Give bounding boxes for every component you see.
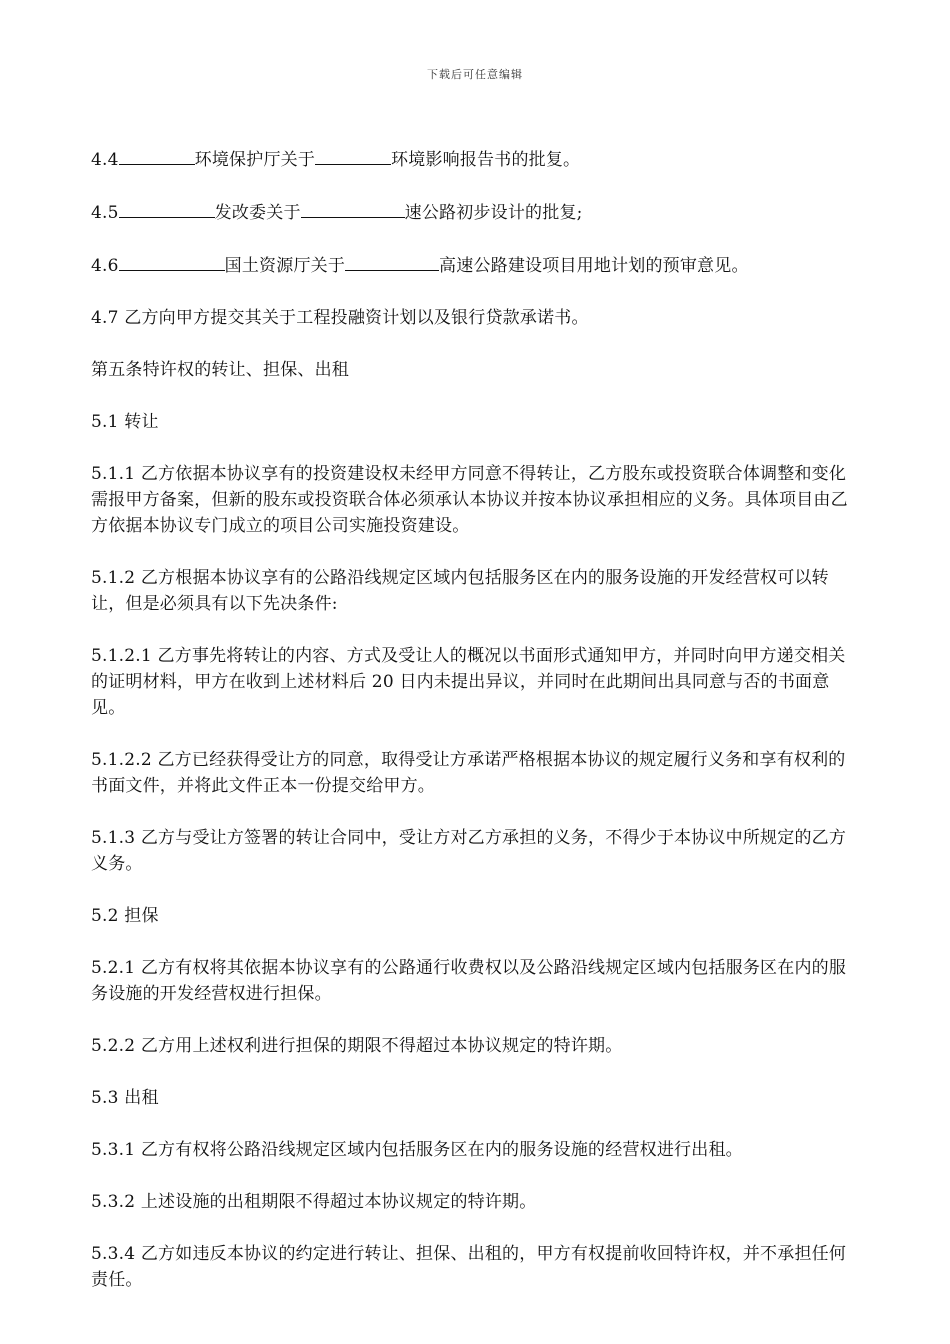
clause-4-4 — [91, 146, 856, 173]
clause-5-2-2: 5.2.2 乙方用上述权利进行担保的期限不得超过本协议规定的特许期。 — [91, 1036, 623, 1056]
clause-5-3-2: 5.3.2 上述设施的出租期限不得超过本协议规定的特许期。 — [91, 1192, 537, 1212]
clause-5-3-4: 5.3.4 乙方如违反本协议的约定进行转让、担保、出租的，甲方有权提前收回特许权，并不承担任何责任。 — [91, 1244, 847, 1290]
section-5-2-heading: 5.2 担保 — [91, 906, 159, 926]
clause-number: 4.4 — [91, 150, 119, 170]
article-5-heading: 第五条特许权的转让、担保、出租 — [91, 360, 349, 380]
clause-text: 发改委关于 — [214, 203, 301, 223]
section-5-1-heading: 5.1 转让 — [91, 412, 159, 432]
blank-field — [315, 146, 391, 165]
clause-text: 环境影响报告书的批复。 — [391, 150, 581, 170]
blank-field — [345, 252, 439, 271]
clause-text: 高速公路建设项目用地计划的预审意见。 — [439, 256, 749, 276]
clause-5-1-3: 5.1.3 乙方与受让方签署的转让合同中，受让方对乙方承担的义务，不得少于本协议中所规定的乙方义务。 — [91, 828, 847, 874]
clause-text: 国土资源厅关于 — [224, 256, 346, 276]
clause-5-1-2-1: 5.1.2.1 乙方事先将转让的内容、方式及受让人的概况以书面形式通知甲方，并同时向甲方递交相关的证明材料，甲方在收到上述材料后 20 日内未提出异议，并同时在此期间出具同意与否的书面意见。 — [91, 646, 846, 718]
blank-field — [119, 199, 215, 218]
blank-field — [119, 146, 195, 165]
clause-5-3-1: 5.3.1 乙方有权将公路沿线规定区域内包括服务区在内的服务设施的经营权进行出租。 — [91, 1140, 743, 1160]
document-body — [91, 146, 856, 1319]
clause-number: 4.6 — [91, 256, 119, 276]
clause-4-6 — [91, 252, 856, 279]
section-5-3-heading: 5.3 出租 — [91, 1088, 159, 1108]
clause-4-7: 4.7 乙方向甲方提交其关于工程投融资计划以及银行贷款承诺书。 — [91, 308, 589, 328]
clause-5-1-2-2: 5.1.2.2 乙方已经获得受让方的同意，取得受让方承诺严格根据本协议的规定履行义务和享有权利的书面文件，并将此文件正本一份提交给甲方。 — [91, 750, 846, 796]
clause-number: 4.5 — [91, 203, 119, 223]
blank-field — [119, 252, 225, 271]
clause-text: 速公路初步设计的批复; — [404, 203, 583, 223]
clause-5-1-2: 5.1.2 乙方根据本协议享有的公路沿线规定区域内包括服务区在内的服务设施的开发经营权可以转让，但是必须具有以下先决条件: — [91, 568, 829, 614]
clause-5-2-1: 5.2.1 乙方有权将其依据本协议享有的公路通行收费权以及公路沿线规定区域内包括服务区在内的服务设施的开发经营权进行担保。 — [91, 958, 847, 1004]
clause-text: 环境保护厅关于 — [194, 150, 316, 170]
clause-4-5 — [91, 199, 856, 226]
clause-5-1-1: 5.1.1 乙方依据本协议享有的投资建设权未经甲方同意不得转让，乙方股东或投资联合体调整和变化需报甲方备案，但新的股东或投资联合体必须承认本协议并按本协议承担相应的义务。具体项目由乙方依据本协议专门成立的项目公司实施投资建设。 — [91, 464, 848, 536]
header-note: 下载后可任意编辑 — [427, 68, 523, 81]
blank-field — [301, 199, 405, 218]
